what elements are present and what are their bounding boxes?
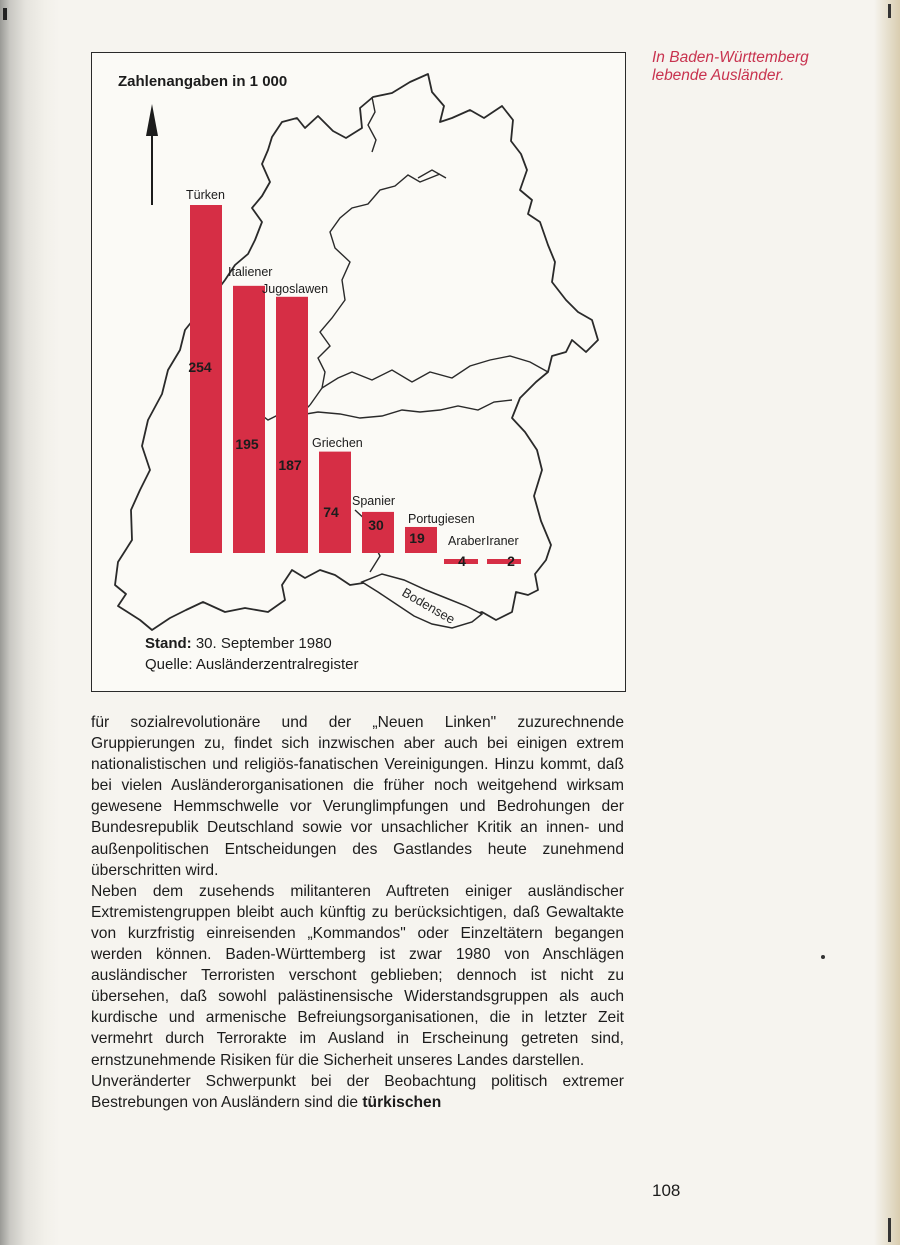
category-label-griechen: Griechen xyxy=(312,436,363,450)
bar-iraner xyxy=(487,559,521,564)
paragraph-2: Neben dem zusehends militanteren Auftreten einiger ausländischer Extremistengruppen bleibt auch künftig zu berücksichtigen, daß Gewaltakte von kurzfristig einreisenden „Kommandos" oder Einzeltätern begangen werden können. Baden-Württemberg ist zwar 1980 von Anschlägen ausländischer Terroristen verschont geblieben; dennoch ist nicht zu übersehen, daß sowohl palästinensische Widerstandsgruppen als auch kurdische und armenische Befreiungsorganisationen, die in letzter Zeit vermehrt durch Terrorakte im Ausland in Erscheinung getreten sind, ernstzunehmende Risiken für die Sicherheit unseres Landes darstellen. xyxy=(91,882,624,1069)
value-label-jugoslawen: 187 xyxy=(278,457,302,473)
stand-line xyxy=(145,633,358,654)
value-label-griechen: 74 xyxy=(323,504,339,520)
figure-title: Zahlenangaben in 1 000 xyxy=(118,73,288,90)
category-label-italiener: Italiener xyxy=(228,265,273,279)
value-label-araber: 4 xyxy=(458,553,466,569)
category-label-portugiesen: Portugiesen xyxy=(408,512,475,526)
paragraph-3-text: Unveränderter Schwerpunkt bei der Beobachtung politisch extremer Bestrebungen von Ausländern sind die xyxy=(91,1072,624,1111)
stand-value: 30. September 1980 xyxy=(195,635,332,652)
value-label-türken: 254 xyxy=(188,359,212,375)
category-label-araber: Araber xyxy=(448,534,486,548)
bar-jugoslawen xyxy=(276,297,308,553)
stray-dot xyxy=(821,955,825,959)
caption-line-2: lebende Ausländer. xyxy=(652,67,785,84)
page-number: 108 xyxy=(652,1181,681,1200)
value-label-italiener: 195 xyxy=(235,436,259,452)
stand-label: Stand: xyxy=(145,635,192,652)
north-arrowhead xyxy=(146,104,158,136)
value-label-portugiesen: 19 xyxy=(409,530,425,546)
caption-line-1: In Baden-Württemberg xyxy=(652,49,809,66)
paragraph-1: für sozialrevolutionäre und der „Neuen Linken" zuzurechnende Gruppierungen zu, findet sich inzwischen aber auch bei einigen extrem nationalistischen und religiös-fanatischen Vereinigungen. Hinzu kommt, daß bei vielen Ausländerorganisationen die früher noch weitgehend wirksam gewesene Hemmschwelle vor Verunglimpfungen und Bedrohungen der Bundesrepublik Deutschland sowie vor unsachlicher Kritik an innen- und außenpolitischen Entscheidungen des Gastlandes heute zunehmend überschritten wird. xyxy=(91,714,624,879)
category-label-türken: Türken xyxy=(186,188,225,202)
source-line: Quelle: Ausländerzentralregister xyxy=(145,656,359,673)
right-page-edge xyxy=(874,0,900,1245)
figure-caption xyxy=(652,49,867,85)
lake-label: Bodensee xyxy=(399,584,458,627)
category-label-iraner: Iraner xyxy=(486,534,519,548)
left-binding-edge xyxy=(0,0,60,1245)
body-text xyxy=(91,712,624,1113)
paragraph-3-bold: türkischen xyxy=(362,1093,442,1111)
paragraph-3 xyxy=(91,1071,624,1113)
map-chart xyxy=(91,52,624,690)
figure-source xyxy=(145,633,358,675)
category-label-jugoslawen: Jugoslawen xyxy=(262,282,329,296)
bar-italiener xyxy=(233,286,265,553)
category-label-spanier: Spanier xyxy=(352,494,396,508)
value-label-iraner: 2 xyxy=(507,553,515,569)
state-outline xyxy=(115,74,598,630)
value-label-spanier: 30 xyxy=(368,517,384,533)
bar-türken xyxy=(190,205,222,553)
bar-griechen xyxy=(319,452,351,553)
